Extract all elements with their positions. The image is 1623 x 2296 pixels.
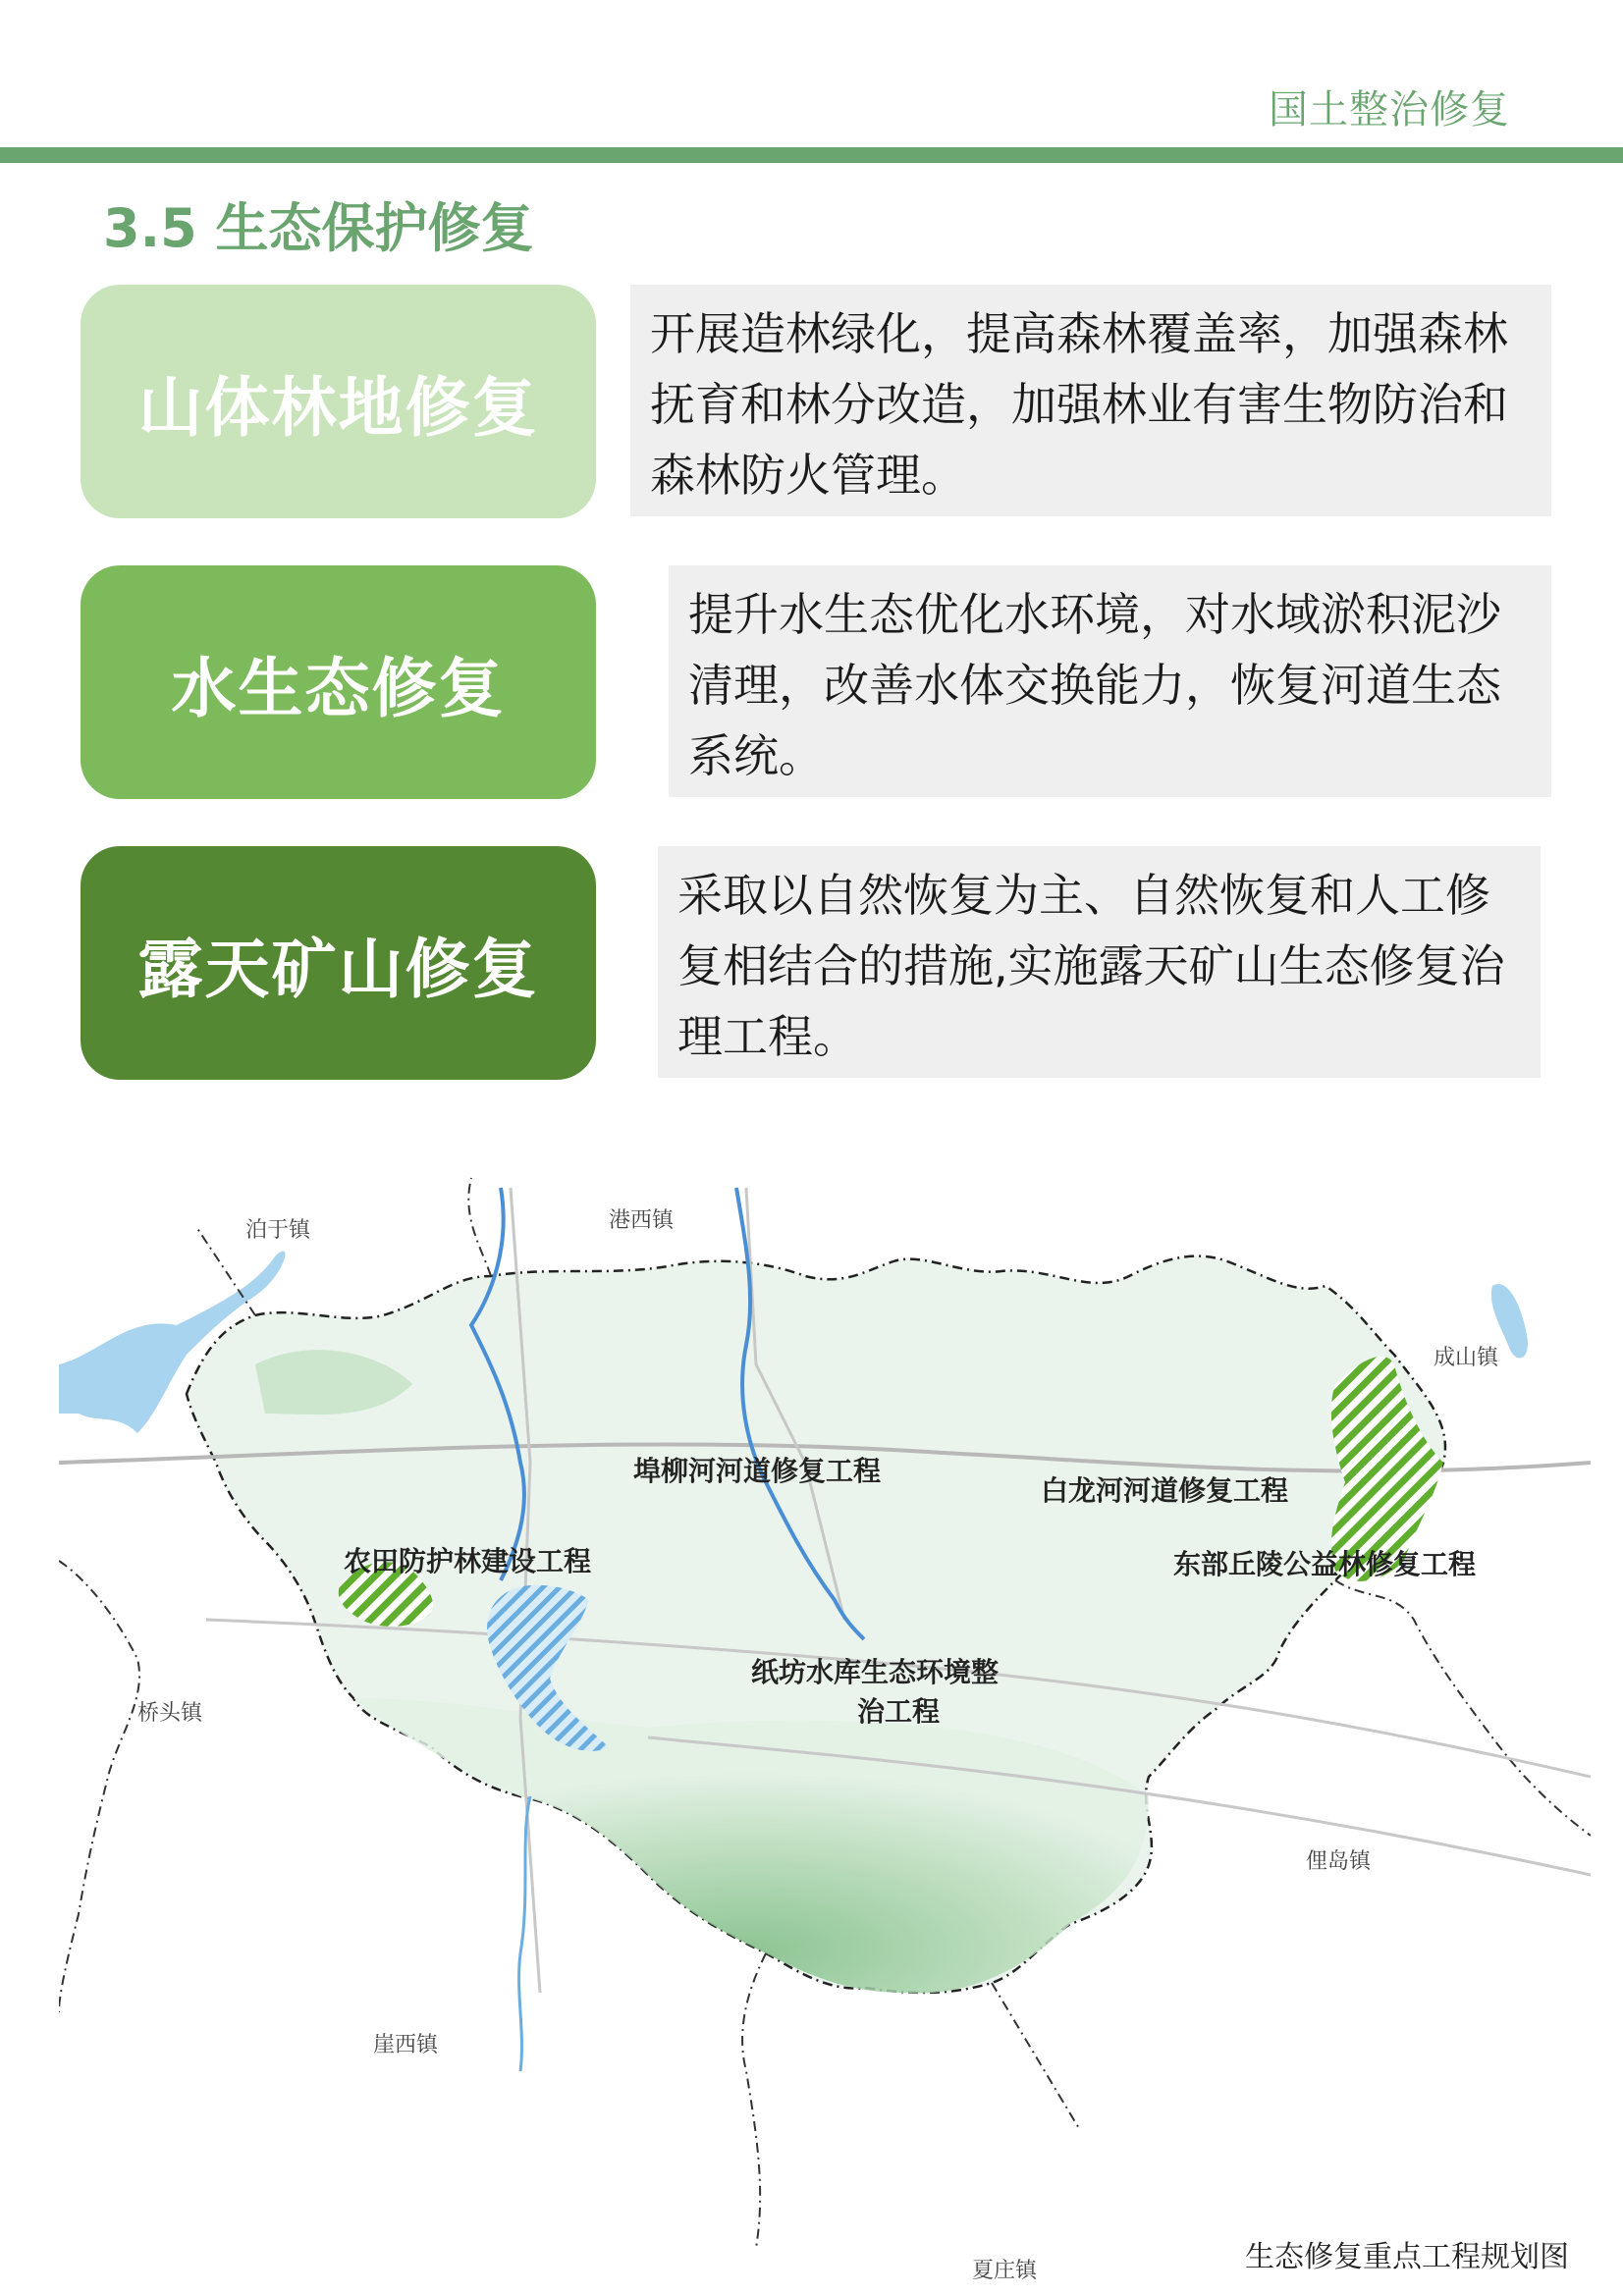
project-label-zhifang-reservoir-line1: 纸坊水库生态环境整 bbox=[751, 1656, 1000, 1688]
card-label-open-pit-mine: 露天矿山修复 bbox=[81, 846, 596, 1080]
card-text-open-pit-mine: 采取以自然恢复为主、自然恢复和人工修复相结合的措施,实施露天矿山生态修复治理工程。 bbox=[658, 846, 1541, 1078]
card-text-water-ecology: 提升水生态优化水环境，对水域淤积泥沙清理，改善水体交换能力，恢复河道生态系统。 bbox=[669, 565, 1551, 797]
project-label-bailong-river: 白龙河河道修复工程 bbox=[1041, 1474, 1289, 1507]
town-label-cheng-shan: 成山镇 bbox=[1434, 1346, 1499, 1370]
town-label-qiao-tou: 桥头镇 bbox=[137, 1701, 203, 1726]
card-label-mountain-forest: 山体林地修复 bbox=[81, 285, 596, 518]
map-caption: 生态修复重点工程规划图 bbox=[1245, 2240, 1569, 2274]
town-label-bo-yu: 泊于镇 bbox=[245, 1218, 311, 1243]
boundary-west bbox=[59, 1561, 139, 2012]
town-label-ya-xi: 崖西镇 bbox=[373, 2033, 439, 2057]
project-label-zhifang-reservoir-line2: 治工程 bbox=[857, 1695, 941, 1728]
ecological-restoration-map bbox=[59, 1168, 1591, 2287]
boundary-east bbox=[1335, 1580, 1591, 1836]
project-label-farmland-shelterbelt: 农田防护林建设工程 bbox=[344, 1545, 592, 1577]
town-label-xia-zhuang: 夏庄镇 bbox=[972, 2259, 1038, 2283]
section-heading: 3.5 生态保护修复 bbox=[103, 197, 534, 259]
project-label-east-hills: 东部丘陵公益林修复工程 bbox=[1173, 1548, 1477, 1580]
header-divider bbox=[0, 147, 1623, 163]
header-title: 国土整治修复 bbox=[1269, 87, 1510, 133]
card-label-water-ecology: 水生态修复 bbox=[81, 565, 596, 799]
town-label-gang-xi: 港西镇 bbox=[609, 1208, 675, 1233]
boundary-south bbox=[742, 1953, 1080, 2248]
town-label-li-dao: 俚岛镇 bbox=[1306, 1849, 1372, 1874]
card-text-mountain-forest: 开展造林绿化，提高森林覆盖率，加强森林抚育和林分改造，加强林业有害生物防治和森林防火管理。 bbox=[630, 285, 1551, 516]
project-label-beiliu-river: 埠柳河河道修复工程 bbox=[633, 1455, 882, 1487]
